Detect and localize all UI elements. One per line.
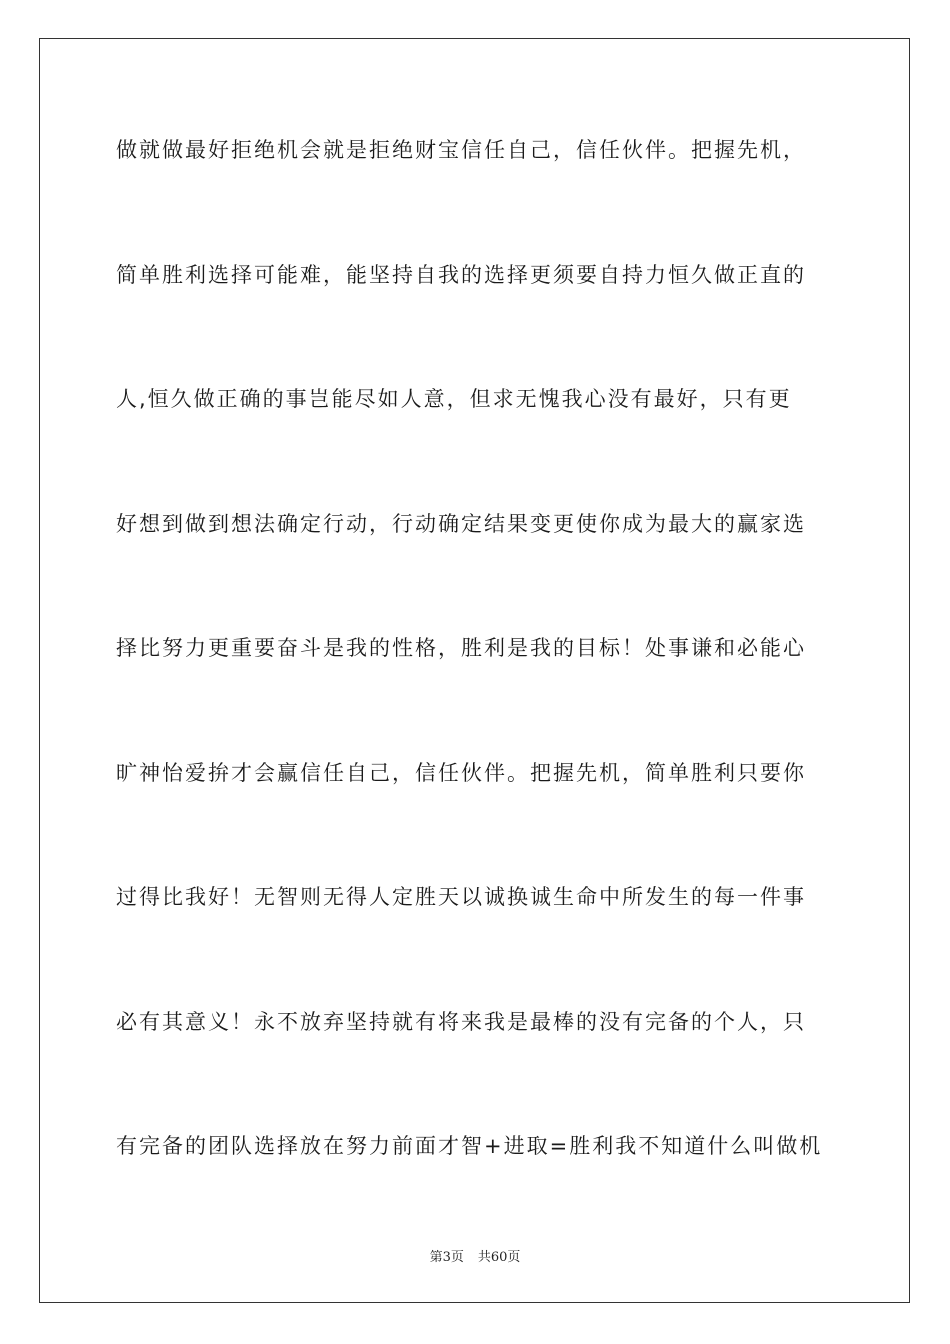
- page-footer: [0, 1246, 950, 1265]
- text-line: 做就做最好拒绝机会就是拒绝财宝信任自己，信任伙伴。把握先机，: [116, 138, 806, 162]
- text-line: 择比努力更重要奋斗是我的性格，胜利是我的目标！处事谦和必能心: [116, 636, 806, 660]
- text-line: 过得比我好！无智则无得人定胜天以诚换诚生命中所发生的每一件事: [116, 885, 806, 909]
- text-line: 有完备的团队选择放在努力前面才智+进取=胜利我不知道什么叫做机: [116, 1134, 823, 1158]
- text-line: 旷神怡爱拚才会赢信任自己，信任伙伴。把握先机，简单胜利只要你: [116, 760, 806, 785]
- text-line: 人,恒久做正确的事岂能尽如人意，但求无愧我心没有最好，只有更: [116, 387, 792, 411]
- text-line: 简单胜利选择可能难，能坚持自我的选择更须要自持力恒久做正直的: [116, 262, 806, 287]
- text-line: 好想到做到想法确定行动，行动确定结果变更使你成为最大的赢家选: [116, 511, 806, 536]
- page-number: 第3页: [429, 1250, 464, 1265]
- text-line: 必有其意义！永不放弃坚持就有将来我是最棒的没有完备的个人，只: [116, 1009, 806, 1034]
- document-body: [116, 128, 834, 1249]
- page-total: 共60页: [477, 1250, 521, 1265]
